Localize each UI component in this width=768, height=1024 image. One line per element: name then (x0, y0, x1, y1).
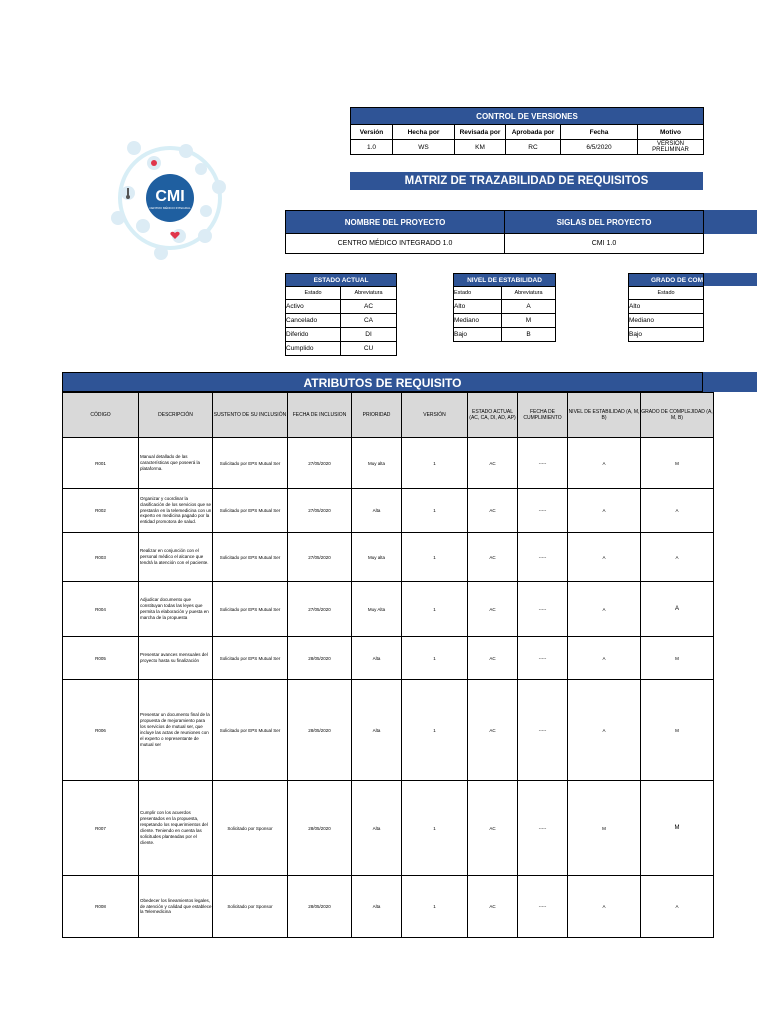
requirement-complexity: A (641, 876, 714, 938)
requirement-description: Manual detallado de las características que poseerá la plataforma. (139, 438, 213, 489)
requirement-inclusion-date: 28/05/2020 (288, 680, 352, 781)
priority-header: PRIORIDAD (352, 393, 402, 438)
requirement-version: 1 (402, 489, 468, 533)
project-name-header: NOMBRE DEL PROYECTO (286, 211, 505, 234)
requirement-code: R007 (63, 781, 139, 876)
cmi-logo-graphic (104, 132, 236, 264)
grado-complejidad-legend (628, 273, 704, 342)
version-header: VERSIÓN (402, 393, 468, 438)
estado-header: Estado (629, 287, 704, 300)
requirement-complexity: A (641, 533, 714, 582)
requirement-complexity: A (641, 582, 714, 637)
requirement-version: 1 (402, 533, 468, 582)
estado-header: Estado (454, 287, 502, 300)
version-value: 1.0 (351, 140, 393, 155)
table-row (63, 781, 714, 876)
requirement-code: R001 (63, 438, 139, 489)
requirement-justification: Solicitado por EPS Mutual Ser (213, 680, 288, 781)
legend-abbr: B (502, 328, 556, 342)
legend-label: Bajo (629, 328, 704, 342)
requirement-justification: Solicitado por Sponsor (213, 781, 288, 876)
reviewed-by-value: KM (455, 140, 506, 155)
requirement-stability: A (568, 637, 641, 680)
requirement-completion-date: ----- (518, 680, 568, 781)
requirement-stability: A (568, 489, 641, 533)
requirement-status: AC (468, 876, 518, 938)
reviewed-by-header: Revisada por (455, 125, 506, 140)
requirement-completion-date: ----- (518, 438, 568, 489)
requirement-complexity: A (641, 489, 714, 533)
requirement-version: 1 (402, 582, 468, 637)
legend-label: Diferido (286, 328, 341, 342)
requirement-justification: Solicitado por EPS Mutual Ser (213, 438, 288, 489)
project-acronym-header: SIGLAS DEL PROYECTO (505, 211, 704, 234)
requirement-completion-date: ----- (518, 533, 568, 582)
table-row (63, 438, 714, 489)
requirement-inclusion-date: 27/05/2020 (288, 533, 352, 582)
date-value: 6/5/2020 (561, 140, 638, 155)
made-by-value: WS (393, 140, 455, 155)
requirement-description: Realizar en conjunción con el personal médico el alcance que tendrá la atención con el paciente. (139, 533, 213, 582)
table-row (63, 637, 714, 680)
estado-header: Estado (286, 287, 341, 300)
legend-label: Cumplido (286, 342, 341, 356)
requirement-inclusion-date: 27/05/2020 (288, 489, 352, 533)
abreviatura-header: Abreviatura (502, 287, 556, 300)
made-by-header: Hecha por (393, 125, 455, 140)
requirement-description: Presentar un documento final de la propuesta de mejoramiento para los servicios de mutual ser, que incluye las actas de reuniones con el experto o representante de mutual ser (139, 680, 213, 781)
approved-by-header: Aprobada por (506, 125, 561, 140)
requirement-priority: Alta (352, 637, 402, 680)
legend-label: Alto (454, 300, 502, 314)
requirement-complexity: M (641, 680, 714, 781)
legend-abbr: CU (341, 342, 397, 356)
requirement-inclusion-date: 28/05/2020 (288, 876, 352, 938)
requirement-complexity: M (641, 781, 714, 876)
requirement-complexity: M (641, 438, 714, 489)
requirement-inclusion-date: 28/05/2020 (288, 781, 352, 876)
justification-header: SUSTENTO DE SU INCLUSIÓN (213, 393, 288, 438)
requirement-status: AC (468, 582, 518, 637)
requirement-version: 1 (402, 438, 468, 489)
legend-label: Mediano (629, 314, 704, 328)
requirement-priority: Muy alta (352, 438, 402, 489)
requirement-justification: Solicitado por EPS Mutual Ser (213, 637, 288, 680)
requirement-stability: M (568, 781, 641, 876)
grado-complejidad-title: GRADO DE COM (629, 274, 704, 287)
requirement-justification: Solicitado por EPS Mutual Ser (213, 533, 288, 582)
requirement-priority: Alta (352, 489, 402, 533)
requirement-justification: Solicitado por EPS Mutual Ser (213, 489, 288, 533)
requirement-inclusion-date: 28/05/2020 (288, 637, 352, 680)
requirement-priority: Muy Alta (352, 582, 402, 637)
requirement-code: R004 (63, 582, 139, 637)
complexity-header: GRADO DE COMPLEJIDAD (A, M, B) (641, 393, 714, 438)
legend-label: Alto (629, 300, 704, 314)
requirement-version: 1 (402, 876, 468, 938)
attributes-title-extension (703, 372, 757, 392)
project-name-value: CENTRO MÉDICO INTEGRADO 1.0 (286, 234, 505, 254)
completion-date-header: FECHA DE CUMPLIMIENTO (518, 393, 568, 438)
grado-complejidad-header-extension (703, 273, 757, 286)
requirement-stability: A (568, 582, 641, 637)
legend-label: Bajo (454, 328, 502, 342)
table-row (63, 582, 714, 637)
requirement-stability: A (568, 533, 641, 582)
requirement-inclusion-date: 27/05/2020 (288, 438, 352, 489)
requirement-code: R005 (63, 637, 139, 680)
abreviatura-header: Abreviatura (341, 287, 397, 300)
version-header: Versión (351, 125, 393, 140)
reason-value: VERSIÓN PRELIMINAR (638, 140, 704, 155)
requirement-status: AC (468, 637, 518, 680)
requirement-priority: Alta (352, 781, 402, 876)
requirement-completion-date: ----- (518, 637, 568, 680)
requirement-complexity: M (641, 637, 714, 680)
version-control-title: CONTROL DE VERSIONES (351, 108, 704, 125)
legend-label: Cancelado (286, 314, 341, 328)
requirement-completion-date: ----- (518, 489, 568, 533)
requirement-status: AC (468, 489, 518, 533)
requirement-version: 1 (402, 781, 468, 876)
current-status-header: ESTADO ACTUAL (AC, CA, DI, AD, AP) (468, 393, 518, 438)
project-header-extension (703, 210, 757, 234)
reason-header: Motivo (638, 125, 704, 140)
requirement-status: AC (468, 438, 518, 489)
inclusion-date-header: FECHA DE INCLUSION (288, 393, 352, 438)
requirement-status: AC (468, 781, 518, 876)
requirement-completion-date: ----- (518, 876, 568, 938)
attributes-title: ATRIBUTOS DE REQUISITO (62, 372, 703, 392)
legend-label: Mediano (454, 314, 502, 328)
legend-abbr: M (502, 314, 556, 328)
requirement-priority: Alta (352, 876, 402, 938)
requirement-description: Presentar avances mensuales del proyecto hasta su finalización (139, 637, 213, 680)
requirement-code: R008 (63, 876, 139, 938)
requirement-justification: Solicitado por EPS Mutual Ser (213, 582, 288, 637)
requirement-version: 1 (402, 637, 468, 680)
estado-actual-legend (285, 273, 397, 356)
legend-abbr: DI (341, 328, 397, 342)
requirement-inclusion-date: 27/05/2020 (288, 582, 352, 637)
description-header: DESCRIPCIÓN (139, 393, 213, 438)
project-table (285, 210, 704, 254)
date-header: Fecha (561, 125, 638, 140)
cmi-logo (104, 132, 236, 264)
attributes-table (62, 392, 714, 938)
requirement-stability: A (568, 438, 641, 489)
requirement-justification: Solicitado por Sponsor (213, 876, 288, 938)
version-control-table (350, 107, 704, 155)
requirement-code: R006 (63, 680, 139, 781)
approved-by-value: RC (506, 140, 561, 155)
table-row (63, 680, 714, 781)
stability-header: NIVEL DE ESTABILIDAD (A, M, B) (568, 393, 641, 438)
nivel-estabilidad-legend (453, 273, 556, 342)
requirement-priority: Alta (352, 680, 402, 781)
nivel-estabilidad-title: NIVEL DE ESTABILIDAD (454, 274, 556, 287)
requirement-stability: A (568, 680, 641, 781)
requirement-description: Obedecer los lineamientos legales, de atención y calidad que establece la Telemedicina (139, 876, 213, 938)
matrix-title: MATRIZ DE TRAZABILIDAD DE REQUISITOS (350, 172, 703, 190)
requirement-completion-date: ----- (518, 582, 568, 637)
requirement-completion-date: ----- (518, 781, 568, 876)
requirement-priority: Muy alta (352, 533, 402, 582)
logo-subtitle: CENTRO MÉDICO INTEGRAL (149, 206, 191, 210)
requirement-status: AC (468, 680, 518, 781)
legend-abbr: A (502, 300, 556, 314)
requirement-description: Adjudicar documento que constituyan todas las leyes que permita la elaboración y puesta en marcha de la propuesta (139, 582, 213, 637)
requirement-status: AC (468, 533, 518, 582)
table-row (63, 533, 714, 582)
legend-abbr: CA (341, 314, 397, 328)
table-row (63, 876, 714, 938)
logo-text: CMI (155, 188, 185, 205)
requirement-description: Organizar y coordinar la clasificación de los servicios que se prestarán en la telemedicina con un experto en medicina pagado por la entidad promotora de salud. (139, 489, 213, 533)
legend-label: Activo (286, 300, 341, 314)
requirement-code: R002 (63, 489, 139, 533)
requirement-code: R003 (63, 533, 139, 582)
requirement-version: 1 (402, 680, 468, 781)
requirement-stability: A (568, 876, 641, 938)
requirement-description: Cumplir con los acuerdos presentados en la propuesta, respetando los requerimientos del cliente. Teniendo en cuenta las solicitudes planteadas por el cliente. (139, 781, 213, 876)
project-acronym-value: CMI 1.0 (505, 234, 704, 254)
estado-actual-title: ESTADO ACTUAL (286, 274, 397, 287)
legend-abbr: AC (341, 300, 397, 314)
code-header: CÓDIGO (63, 393, 139, 438)
table-row (63, 489, 714, 533)
